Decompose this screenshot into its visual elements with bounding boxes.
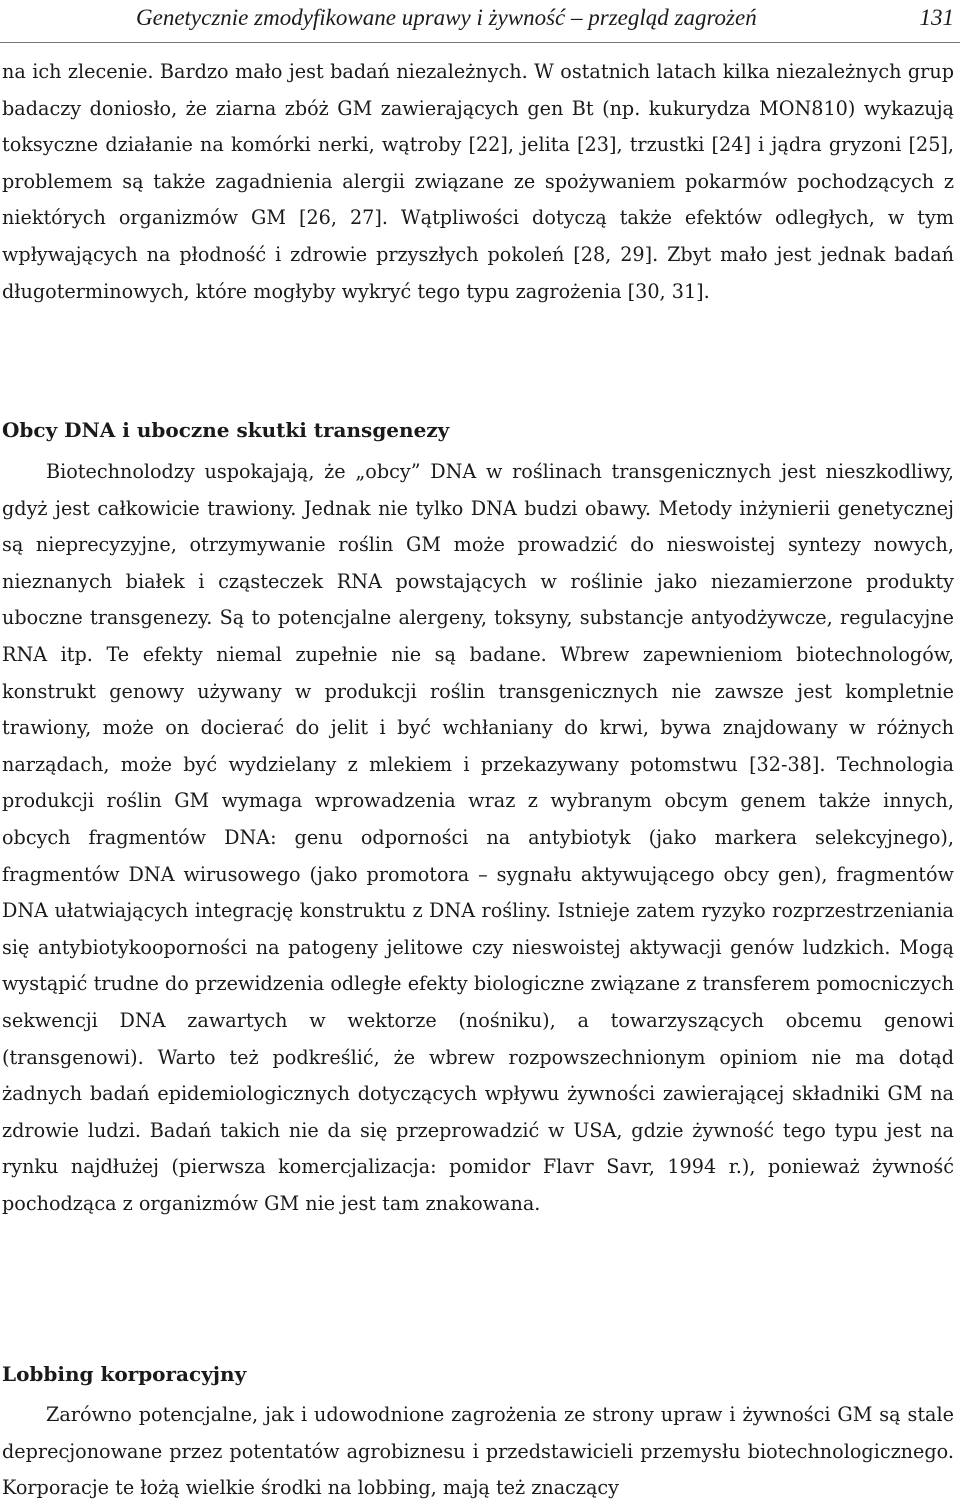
page-number: 131 (919, 5, 954, 30)
section-heading-obcy-dna: Obcy DNA i uboczne skutki transgenezy (2, 418, 450, 442)
paragraph-obcy-dna: Biotechnolodzy uspokajają, że „obcy” DNA w roślinach transgenicznych jest nieszkodliwy, gdyż jest całkowicie trawiony. Jednak nie tylko DNA budzi obawy. Metody inżynierii genetycznej są nieprecyzyjne, otrzymywanie roślin GM może prowadzić do nieswoistej syntezy nowych, nieznanych białek i cząsteczek RNA powstających w roślinie jako niezamierzone produkty uboczne transgenezy. Są to potencjalne alergeny, toksyny, substancje antyodżywcze, regulacyjne RNA itp. Te efekty niemal zupełnie nie są badane. Wbrew zapewnieniom biotechnologów, konstrukt genowy używany w produkcji roślin transgenicznych nie zawsze jest kompletnie trawiony, może on docierać do jelit i być wchłaniany do krwi, bywa znajdowany w różnych narządach, może być wydzielany z mlekiem i przekazywany potomstwu [32-38]. Technologia produkcji roślin GM wymaga wprowadzenia wraz z wybranym obcym genem także innych, obcych fragmentów DNA: genu odporności na antybiotyk (jako markera selekcyjnego), fragmentów DNA wirusowego (jako promotora – sygnału aktywującego obcy gen), fragmentów DNA ułatwiających integrację konstruktu z DNA rośliny. Istnieje zatem ryzyko rozprzestrzeniania się antybiotykooporności na patogeny jelitowe czy nieswoistej aktywacji genów ludzkich. Mogą wystąpić trudne do przewidzenia odległe efekty biologiczne związane z transferem pomocniczych sekwencji DNA zawartych w wektorze (nośniku), a towarzyszących obcemu genowi (transgenowi). Warto też podkreślić, że wbrew rozpowszechnionym opiniom nie ma dotąd żadnych badań epidemiologicznych dotyczących wpływu żywności zawierającej składniki GM na zdrowie ludzi. Badań takich nie da się przeprowadzić w USA, gdzie żywność tego typu jest na rynku najdłużej (pierwsza komercjalizacja: pomidor Flavr Savr, 1994 r.), ponieważ żywność pochodząca z organizmów GM nie jest tam znakowana. (2, 460, 954, 1215)
running-header (0, 0, 960, 43)
paragraph-intro: na ich zlecenie. Bardzo mało jest badań niezależnych. W ostatnich latach kilka niezależnych grup badaczy doniosło, że ziarna zbóż GM zawierających gen Bt (np. kukurydza MON810) wykazują toksyczne działanie na komórki nerki, wątroby [22], jelita [23], trzustki [24] i jądra gryzoni [25], problemem są także zagadnienia alergii związane ze spożywaniem pokarmów pochodzących z niektórych organizmów GM [26, 27]. Wątpliwości dotyczą także efektów odległych, w tym wpływających na płodność i zdrowie przyszłych pokoleń [28, 29]. Zbyt mało jest jednak badań długoterminowych, które mogłyby wykryć tego typu zagrożenia [30, 31]. (2, 60, 954, 303)
running-title: Genetycznie zmodyfikowane uprawy i żywność – przegląd zagrożeń (136, 5, 757, 30)
paragraph-lobbing: Zarówno potencjalne, jak i udowodnione zagrożenia ze strony upraw i żywności GM są stale deprecjonowane przez potentatów agrobiznesu i przedstawicieli przemysłu biotechnologicznego. Korporacje te łożą wielkie środki na lobbing, mają też znaczący (2, 1403, 954, 1500)
section-heading-lobbing: Lobbing korporacyjny (2, 1362, 247, 1386)
